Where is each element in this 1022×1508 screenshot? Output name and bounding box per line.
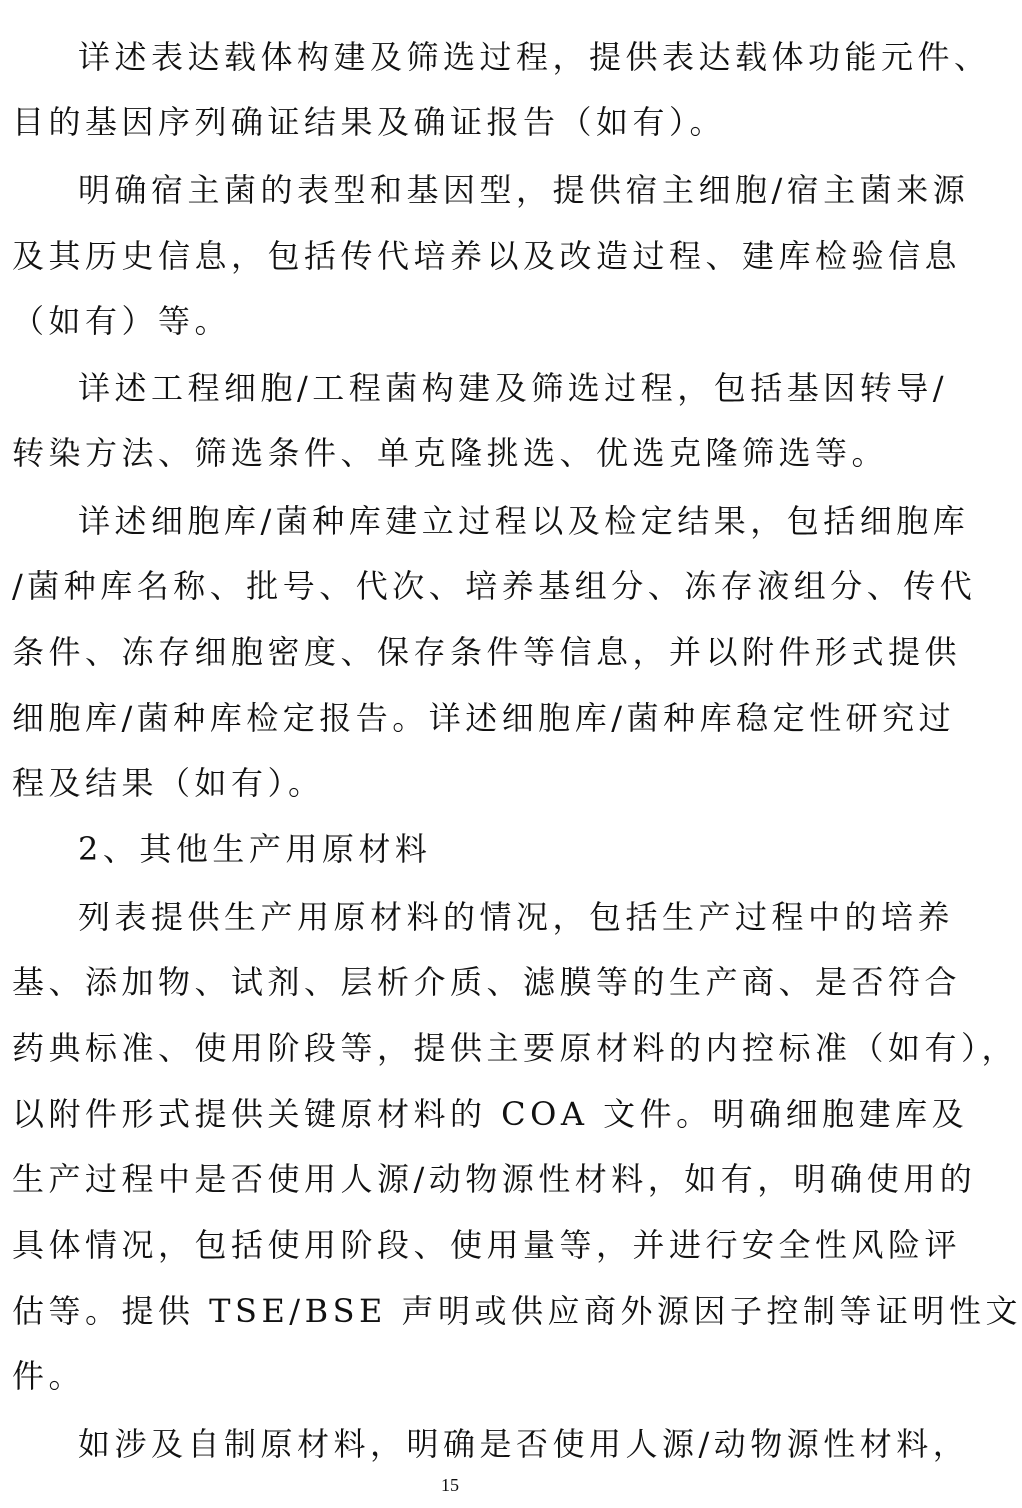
- text-line: 详述表达载体构建及筛选过程，提供表达载体功能元件、: [78, 38, 991, 76]
- text-line: 药典标准、使用阶段等，提供主要原材料的内控标准（如有），: [12, 1029, 1019, 1067]
- text-line: 生产过程中是否使用人源/动物源性材料，如有，明确使用的: [12, 1160, 977, 1198]
- text-line: 具体情况，包括使用阶段、使用量等，并进行安全性风险评: [12, 1226, 962, 1264]
- text-line: 及其历史信息，包括传代培养以及改造过程、建库检验信息: [12, 237, 962, 275]
- text-line: 详述工程细胞/工程菌构建及筛选过程，包括基因转导/: [78, 369, 949, 407]
- text-line: 细胞库/菌种库检定报告。详述细胞库/菌种库稳定性研究过: [12, 699, 956, 737]
- text-line: （如有）等。: [12, 302, 232, 340]
- text-line: 以附件形式提供关键原材料的 COA 文件。明确细胞建库及: [12, 1095, 969, 1133]
- text-line: 列表提供生产用原材料的情况，包括生产过程中的培养: [78, 898, 955, 936]
- section-heading: 2、其他生产用原材料: [78, 830, 432, 868]
- text-line: 明确宿主菌的表型和基因型，提供宿主细胞/宿主菌来源: [78, 171, 970, 209]
- text-line: 基、添加物、试剂、层析介质、滤膜等的生产商、是否符合: [12, 963, 962, 1001]
- text-line: 目的基因序列确证结果及确证报告（如有）。: [12, 103, 727, 141]
- text-line: 估等。提供 TSE/BSE 声明或供应商外源因子控制等证明性文: [12, 1292, 1022, 1330]
- page-number: 15: [441, 1475, 459, 1495]
- text-line: 详述细胞库/菌种库建立过程以及检定结果，包括细胞库: [78, 502, 970, 540]
- text-line: 如涉及自制原材料，明确是否使用人源/动物源性材料，: [78, 1425, 970, 1463]
- text-line: 转染方法、筛选条件、单克隆挑选、优选克隆筛选等。: [12, 434, 889, 472]
- text-line: 条件、冻存细胞密度、保存条件等信息，并以附件形式提供: [12, 633, 962, 671]
- text-line: 件。: [12, 1357, 86, 1395]
- text-line: /菌种库名称、批号、代次、培养基组分、冻存液组分、传代: [12, 567, 977, 605]
- text-line: 程及结果（如有）。: [12, 764, 325, 802]
